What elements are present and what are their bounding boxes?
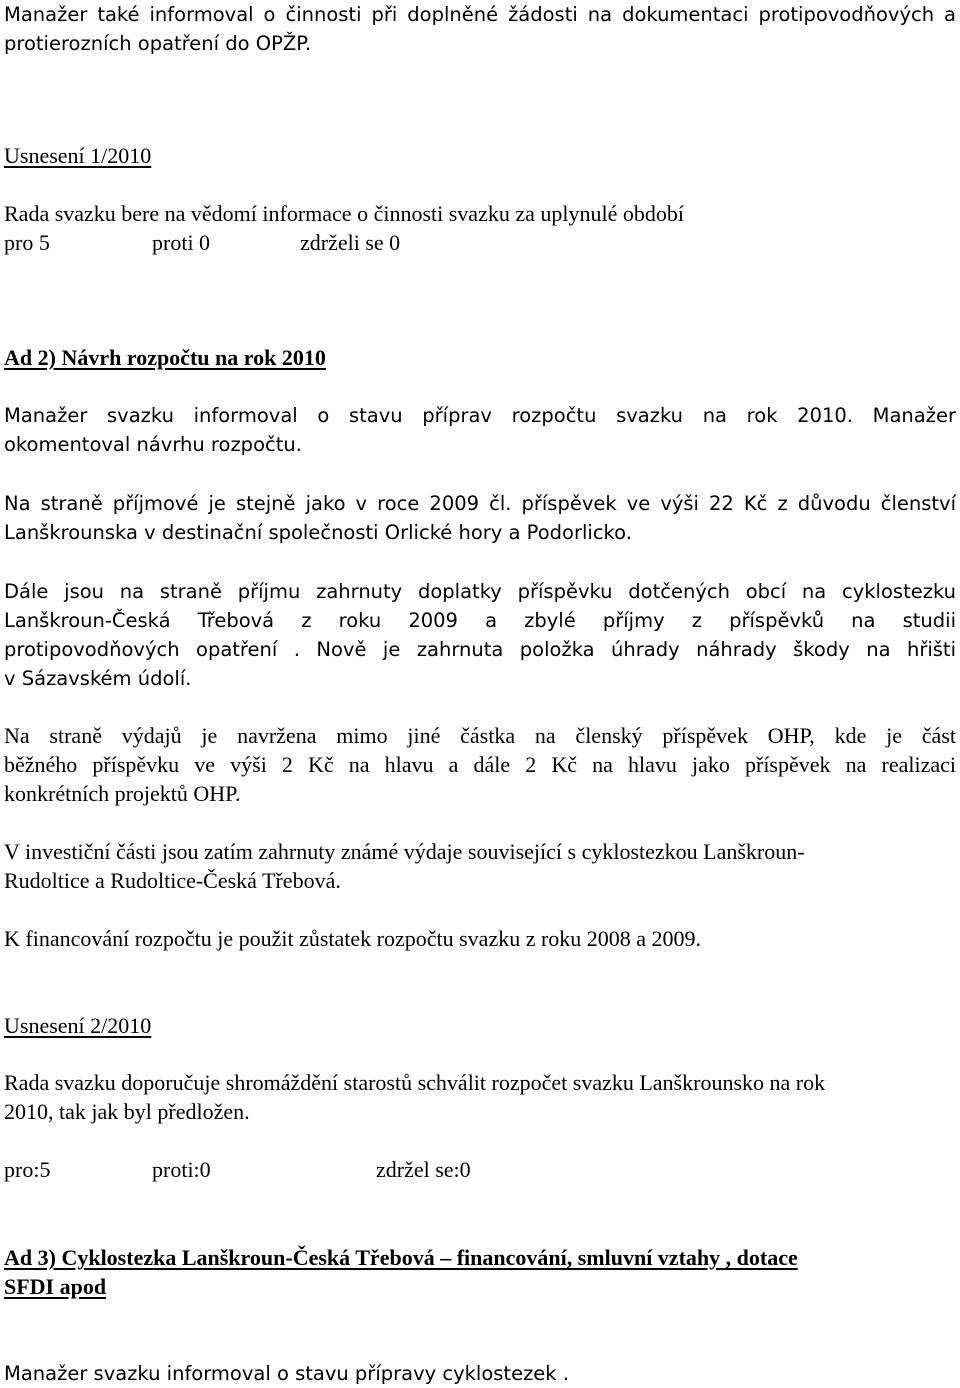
section-2-paragraph-line: okomentoval návrhu rozpočtu.	[4, 433, 302, 456]
section-2-paragraph-line: Lanškroun-Česká Třebová z roku 2009 a zbylé příjmy z příspěvků na studii	[4, 609, 956, 632]
vote-against: proti:0	[152, 1157, 211, 1182]
vote-for: pro 5	[4, 230, 50, 255]
section-2-paragraph-line: běžného příspěvku ve výši 2 Kč na hlavu a dále 2 Kč na hlavu jako příspěvek na realizaci	[4, 752, 956, 777]
resolution-2-text: 2010, tak jak byl předložen.	[4, 1099, 250, 1124]
section-2-paragraph-line: V investiční části jsou zatím zahrnuty známé výdaje související s cyklostezkou Lanškroun-	[4, 839, 805, 864]
section-3-heading: SFDI apod	[4, 1274, 107, 1299]
section-2-paragraph-line: konkrétních projektů OHP.	[4, 781, 241, 806]
section-2-paragraph-line: Na straně příjmové je stejně jako v roce 2009 čl. příspěvek ve výši 22 Kč z důvodu členství	[4, 492, 956, 515]
vote-abstain: zdrželi se 0	[300, 230, 401, 255]
section-3-paragraph-line: Manažer svazku informoval o stavu přípravy cyklostezek .	[4, 1362, 569, 1385]
resolution-2-text: Rada svazku doporučuje shromáždění starostů schválit rozpočet svazku Lanškrounsko na rok	[4, 1070, 826, 1095]
resolution-1-text: Rada svazku bere na vědomí informace o činnosti svazku za uplynulé období	[4, 201, 684, 226]
resolution-1-title: Usnesení 1/2010	[4, 143, 152, 168]
section-2-paragraph-line: protipovodňových opatření . Nově je zahrnuta položka úhrady náhrady škody na hřišti	[4, 638, 956, 661]
resolution-2-title: Usnesení 2/2010	[4, 1013, 152, 1038]
intro-paragraph-line: protierozních opatření do OPŽP.	[4, 32, 312, 55]
section-2-paragraph-line: Manažer svazku informoval o stavu příprav rozpočtu svazku na rok 2010. Manažer	[4, 404, 956, 427]
vote-abstain: zdržel se:0	[376, 1157, 471, 1182]
section-2-paragraph-line: K financování rozpočtu je použit zůstatek rozpočtu svazku z roku 2008 a 2009.	[4, 926, 702, 951]
section-2-paragraph-line: Rudoltice a Rudoltice-Česká Třebová.	[4, 868, 341, 893]
section-2-paragraph-line: Dále jsou na straně příjmu zahrnuty doplatky příspěvku dotčených obcí na cyklostezku	[4, 580, 956, 603]
vote-against: proti 0	[152, 230, 211, 255]
section-2-paragraph-line: Na straně výdajů je navržena mimo jiné částka na členský příspěvek OHP, kde je část	[4, 723, 956, 748]
section-2-paragraph-line: v Sázavském údolí.	[4, 667, 192, 690]
section-2-heading: Ad 2) Návrh rozpočtu na rok 2010	[4, 345, 326, 370]
section-3-heading: Ad 3) Cyklostezka Lanškroun-Česká Třebová – financování, smluvní vztahy , dotace	[4, 1245, 798, 1270]
intro-paragraph-line: Manažer také informoval o činnosti při doplněné žádosti na dokumentaci protipovodňových a	[4, 3, 956, 26]
section-2-paragraph-line: Lanškrounska v destinační společnosti Orlické hory a Podorlicko.	[4, 521, 632, 544]
vote-for: pro:5	[4, 1157, 51, 1182]
